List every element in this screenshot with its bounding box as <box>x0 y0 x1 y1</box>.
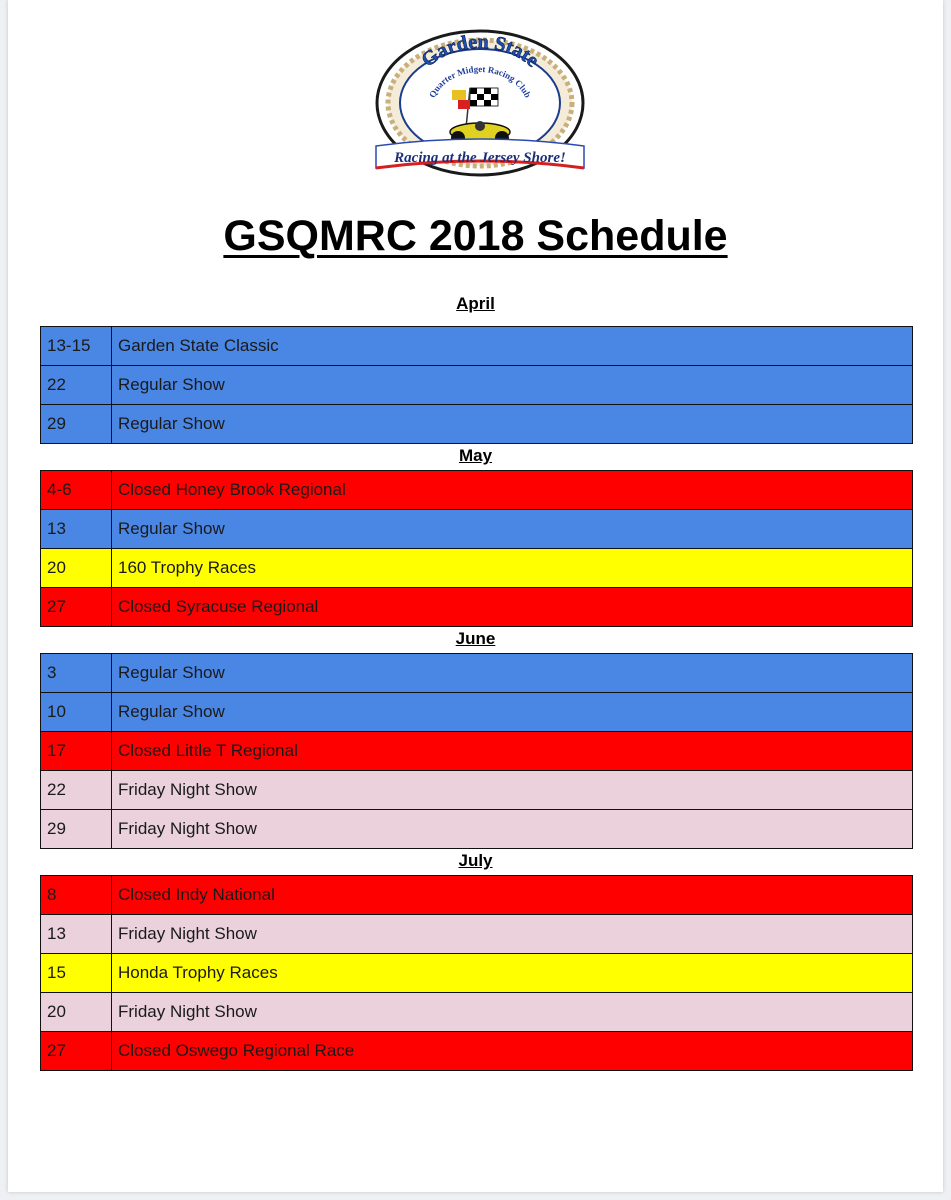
month-heading-june: June <box>455 629 496 648</box>
event-name: Friday Night Show <box>112 771 913 810</box>
table-row <box>41 915 913 954</box>
event-date: 13 <box>41 915 112 954</box>
schedule-table-june <box>40 653 913 849</box>
month-heading-april: April <box>456 294 495 313</box>
event-date: 15 <box>41 954 112 993</box>
event-date: 3 <box>41 654 112 693</box>
table-row <box>41 693 913 732</box>
table-row <box>41 1032 913 1071</box>
event-name: Honda Trophy Races <box>112 954 913 993</box>
event-name: Closed Oswego Regional Race <box>112 1032 913 1071</box>
table-row <box>41 510 913 549</box>
table-row <box>41 954 913 993</box>
schedule-table-july <box>40 875 913 1071</box>
event-date: 27 <box>41 588 112 627</box>
event-date: 17 <box>41 732 112 771</box>
table-row <box>41 366 913 405</box>
svg-text:Garden State: Garden State <box>417 30 544 72</box>
event-date: 10 <box>41 693 112 732</box>
svg-text:Racing at the Jersey Shore!: Racing at the Jersey Shore! <box>394 150 566 166</box>
event-date: 13 <box>41 510 112 549</box>
table-row <box>41 471 913 510</box>
table-row <box>41 771 913 810</box>
club-logo-graphic <box>374 28 586 178</box>
event-name: Regular Show <box>112 654 913 693</box>
event-name: Closed Syracuse Regional <box>112 588 913 627</box>
table-row <box>41 810 913 849</box>
page-title: GSQMRC 2018 Schedule <box>223 212 728 260</box>
table-row <box>41 327 913 366</box>
table-row <box>41 405 913 444</box>
club-logo <box>374 28 586 178</box>
month-heading-may: May <box>458 446 493 465</box>
table-row <box>41 588 913 627</box>
schedule-table-may <box>40 470 913 627</box>
event-name: Regular Show <box>112 366 913 405</box>
event-date: 13-15 <box>41 327 112 366</box>
event-name: Closed Honey Brook Regional <box>112 471 913 510</box>
event-date: 22 <box>41 771 112 810</box>
table-row <box>41 654 913 693</box>
event-name: Friday Night Show <box>112 915 913 954</box>
table-row <box>41 993 913 1032</box>
table-row <box>41 876 913 915</box>
document-page <box>8 0 943 1192</box>
event-date: 27 <box>41 1032 112 1071</box>
event-name: Garden State Classic <box>112 327 913 366</box>
event-date: 20 <box>41 549 112 588</box>
event-date: 29 <box>41 405 112 444</box>
svg-text:Quarter Midget Racing Club: Quarter Midget Racing Club <box>427 63 533 100</box>
event-date: 8 <box>41 876 112 915</box>
schedule-table-april <box>40 326 913 444</box>
event-name: Regular Show <box>112 693 913 732</box>
table-row <box>41 732 913 771</box>
event-name: Regular Show <box>112 510 913 549</box>
event-name: Regular Show <box>112 405 913 444</box>
event-date: 4-6 <box>41 471 112 510</box>
table-row <box>41 549 913 588</box>
event-date: 20 <box>41 993 112 1032</box>
event-name: Friday Night Show <box>112 993 913 1032</box>
event-name: 160 Trophy Races <box>112 549 913 588</box>
event-name: Closed Indy National <box>112 876 913 915</box>
event-name: Closed Little T Regional <box>112 732 913 771</box>
month-heading-july: July <box>458 851 493 870</box>
event-date: 29 <box>41 810 112 849</box>
event-name: Friday Night Show <box>112 810 913 849</box>
event-date: 22 <box>41 366 112 405</box>
